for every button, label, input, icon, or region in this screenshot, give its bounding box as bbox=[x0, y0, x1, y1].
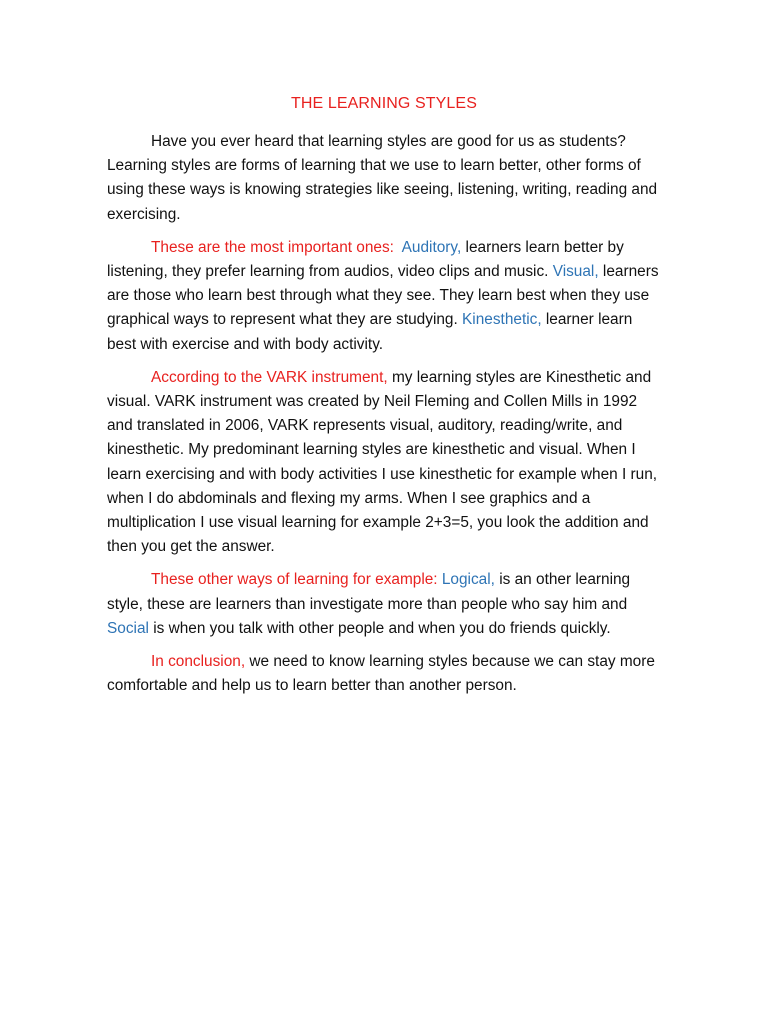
paragraph-important-styles bbox=[107, 236, 663, 357]
vark-text: my learning styles are Kinesthetic and visual. VARK instrument was created by Neil Fleming and Collen Mills in 1992 and translated in 2006, VARK represents visual, auditory, reading/write, and kinesthetic. My predominant learning styles are kinesthetic and visual. When I learn exercising and with body activities I use kinesthetic for example when I run, when I do abdominals and flexing my arms. When I see graphics and a multiplication I use visual learning for example 2+3=5, you look the addition and then you get the answer. bbox=[107, 368, 658, 556]
term-kinesthetic: Kinesthetic, bbox=[462, 311, 542, 329]
document-body bbox=[107, 130, 663, 707]
vark-heading: According to the VARK instrument, bbox=[151, 368, 388, 386]
paragraph-intro bbox=[107, 130, 663, 227]
logical-description: is an other learning style, these are learners than investigate more than people who say him and bbox=[107, 571, 631, 613]
other-ways-heading: These other ways of learning for example: bbox=[151, 571, 438, 589]
paragraph-conclusion bbox=[107, 650, 663, 698]
kinesthetic-description: learner learn best with exercise and with body activity. bbox=[107, 311, 633, 353]
paragraph-other-ways bbox=[107, 568, 663, 641]
important-ones-heading: These are the most important ones: bbox=[151, 238, 394, 256]
document-title: THE LEARNING STYLES bbox=[291, 95, 477, 112]
conclusion-heading: In conclusion, bbox=[151, 653, 246, 671]
term-visual: Visual, bbox=[552, 263, 599, 281]
term-auditory: Auditory, bbox=[401, 238, 462, 256]
intro-text: Have you ever heard that learning styles are good for us as students? Learning styles are forms of learning that we use to learn better, other forms of using these ways is knowing strategies like seeing, listening, writing, reading and exercising. bbox=[107, 133, 658, 223]
paragraph-vark bbox=[107, 366, 663, 560]
visual-description: learners are those who learn best through what they see. They learn best when they use graphical ways to represent what they are studying. bbox=[107, 263, 659, 329]
social-description: is when you talk with other people and when you do friends quickly. bbox=[153, 619, 611, 637]
conclusion-text: we need to know learning styles because we can stay more comfortable and help us to learn better than another person. bbox=[107, 653, 655, 695]
auditory-description: learners learn better by listening, they prefer learning from audios, video clips and music. bbox=[107, 238, 624, 281]
term-logical: Logical, bbox=[441, 571, 495, 589]
term-social: Social bbox=[107, 619, 149, 637]
